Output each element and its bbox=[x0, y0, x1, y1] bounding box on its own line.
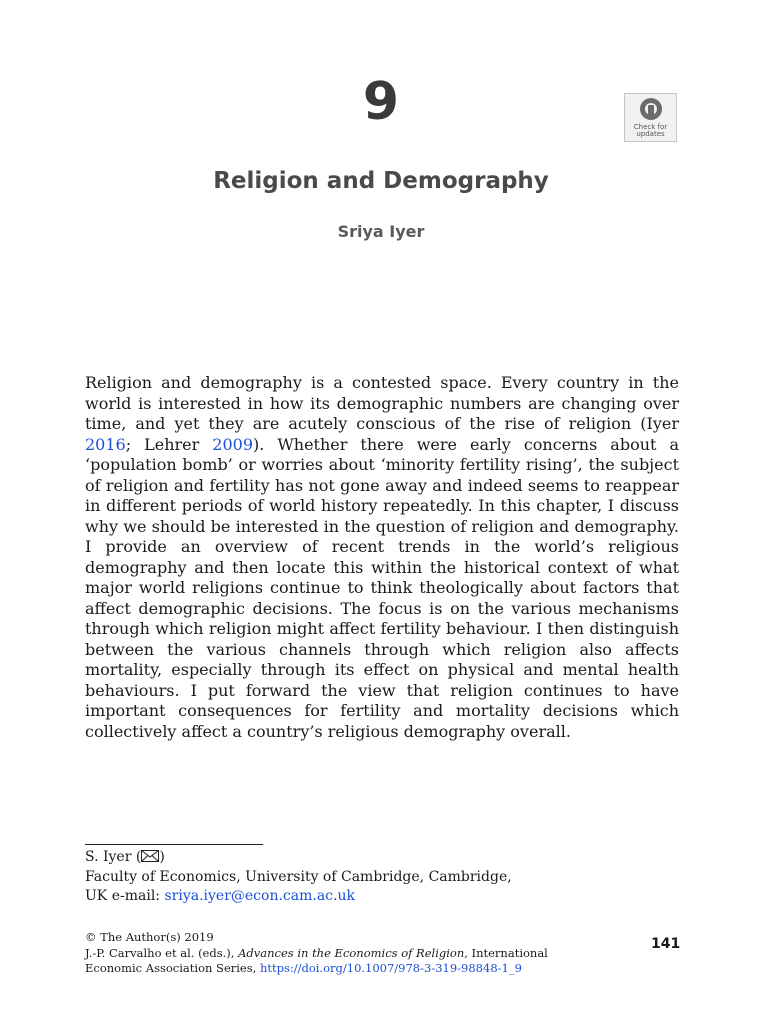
editors-text: J.-P. Carvalho et al. (eds.), bbox=[85, 945, 239, 960]
chapter-author: Sriya Iyer bbox=[337, 222, 425, 241]
check-for-updates-badge[interactable] bbox=[624, 93, 677, 142]
doi-line bbox=[85, 961, 605, 977]
footnote-author-name: S. Iyer ( bbox=[85, 849, 142, 865]
abstract-paragraph bbox=[85, 373, 679, 742]
badge-label bbox=[625, 124, 676, 138]
footnote-affiliation: Faculty of Economics, University of Cambridge, Cambridge, bbox=[85, 868, 512, 885]
page-number: 141 bbox=[651, 936, 681, 952]
footnote-author-line bbox=[85, 848, 605, 868]
series-text-1: , International bbox=[464, 945, 548, 960]
footnote-divider bbox=[85, 844, 263, 845]
book-citation-line bbox=[85, 946, 605, 962]
doi-link[interactable]: https://doi.org/10.1007/978-3-319-98848-1_9 bbox=[259, 961, 522, 975]
badge-line-1: Check for bbox=[633, 123, 668, 131]
abstract-text-2: ; Lehrer bbox=[125, 434, 213, 454]
check-for-updates-icon bbox=[638, 96, 664, 122]
author-email-link[interactable]: sriya.iyer@econ.cam.ac.uk bbox=[164, 888, 355, 904]
footnote-paren-close: ) bbox=[159, 849, 165, 865]
author-footnote bbox=[85, 848, 605, 907]
book-title: Advances in the Economics of Religion bbox=[238, 945, 465, 960]
chapter-title: Religion and Demography bbox=[213, 168, 549, 194]
abstract-text-1: Religion and demography is a contested space. Every country in the world is interested in how its demographic numbers are changing over time, and yet they are acutely conscious of the rise of religion (Iyer bbox=[85, 373, 679, 433]
copyright-line: © The Author(s) 2019 bbox=[85, 930, 214, 944]
citation-link-2009[interactable]: 2009 bbox=[212, 434, 253, 454]
series-text-2: Economic Association Series, bbox=[85, 961, 260, 975]
footnote-email-line bbox=[85, 887, 605, 907]
badge-line-2: updates bbox=[636, 130, 665, 138]
citation-link-2016[interactable]: 2016 bbox=[85, 434, 126, 454]
footnote-email-label: UK e-mail: bbox=[85, 888, 165, 904]
envelope-icon[interactable] bbox=[141, 850, 159, 862]
chapter-number: 9 bbox=[362, 72, 400, 132]
abstract-text-3: ). Whether there were early concerns about a ‘population bomb’ or worries about ‘minority fertility rising’, the subject of religion and fertility has not gone away and indeed seems to reappear in different periods of world history repeatedly. In this chapter, I discuss why we should be interested in the question of religion and demography. I provide an overview of recent trends in the world’s religious demography and then locate this within the historical context of what major world religions continue to think theologically about factors that affect demographic decisions. The focus is on the various mechanisms through which religion might affect fertility behaviour. I then distinguish between the various channels through which religion also affects mortality, especially through its effect on physical and mental health behaviours. I put forward the view that religion continues to have important consequences for fertility and mortality decisions which collectively affect a country’s religious demography overall. bbox=[85, 434, 679, 741]
copyright-block bbox=[85, 930, 605, 977]
